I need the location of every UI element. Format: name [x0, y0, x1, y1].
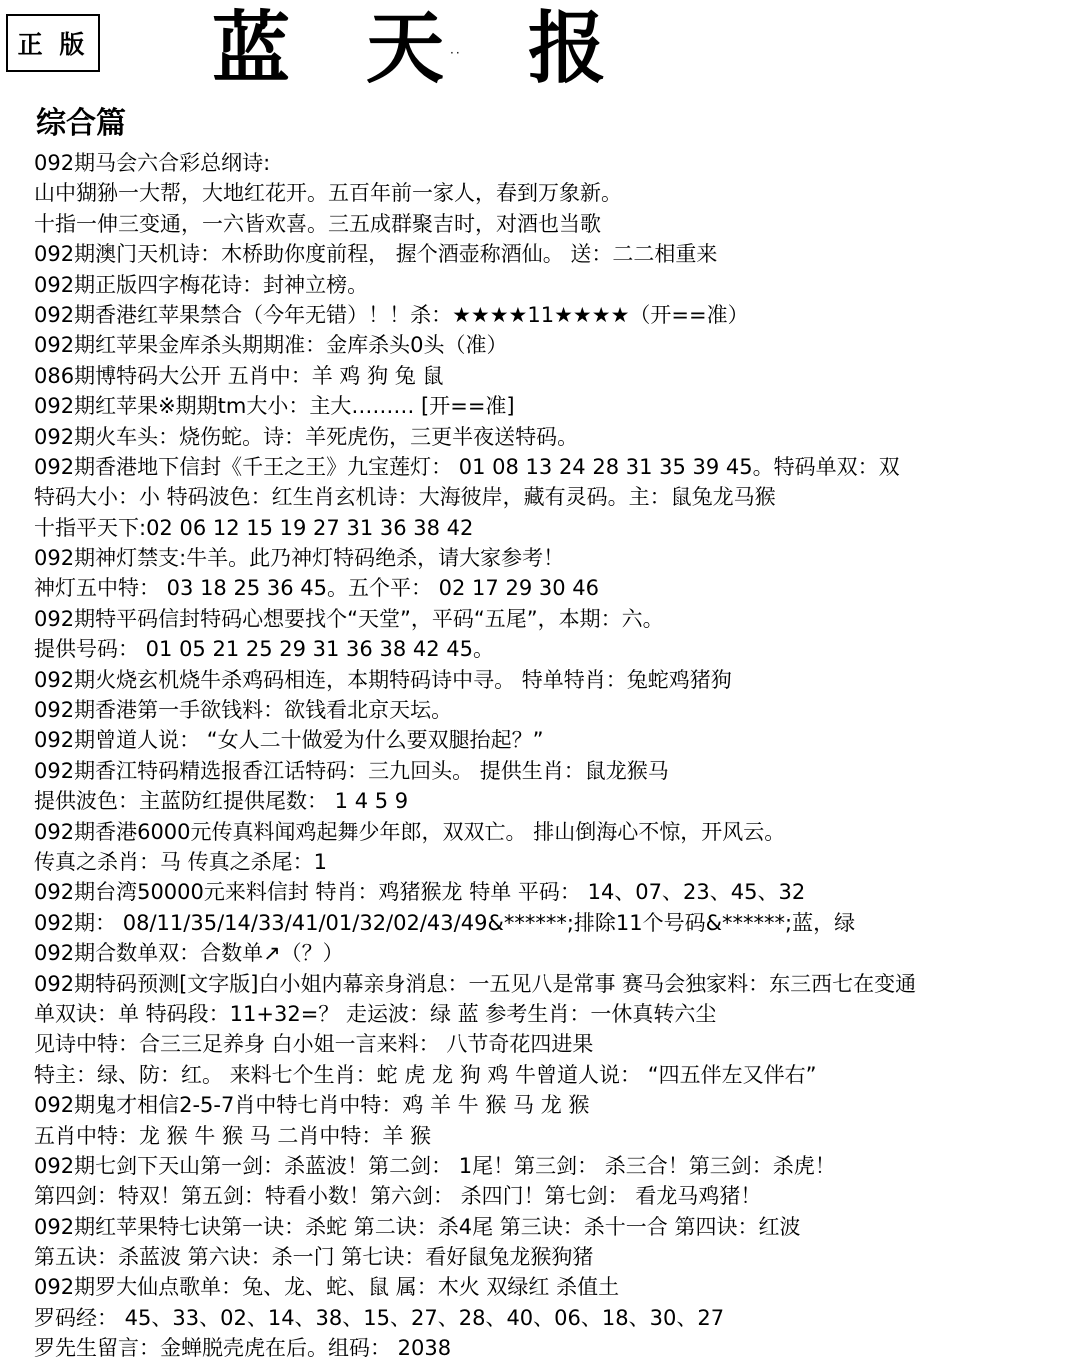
masthead-char-3: 报 [528, 3, 607, 94]
text-line: 086期博特码大公开 五肖中：羊 鸡 狗 兔 鼠 [34, 363, 444, 388]
text-line: 092期香江特码精选报香江话特码：三九回头。 提供生肖：鼠龙猴马 [34, 758, 669, 783]
text-line: 092期澳门天机诗：木桥助你度前程， 握个酒壶称酒仙。 送：二二相重来 [34, 242, 718, 267]
text-line: 五肖中特：龙 猴 牛 猴 马 二肖中特：羊 猴 [34, 1123, 432, 1148]
text-line: 罗先生留言：金蝉脱壳虎在后。组码： 2038 [34, 1336, 452, 1361]
text-line: 特主：绿、防：红。 来料七个生肖：蛇 虎 龙 狗 鸡 牛曾道人说： “四五伴左又伴右” [34, 1062, 817, 1087]
text-line: 092期马会六合彩总纲诗: [34, 151, 271, 175]
text-line: 山中猢狲一大帮，大地红花开。五百年前一家人，春到万象新。 [34, 181, 622, 206]
text-line: 092期： 08/11/35/14/33/41/01/32/02/43/49&******;排除11个号码&******;蓝，绿 [34, 910, 856, 935]
section-title: 综合篇 [36, 106, 126, 141]
text-line: 092期特码预测[文字版]白小姐内幕亲身消息：一五见八是常事 赛马会独家料：东三西七在变通 [34, 971, 917, 996]
text-line: 见诗中特：合三三足养身 白小姐一言来料： 八节奇花四进果 [34, 1032, 594, 1057]
text-line: 092期台湾50000元来料信封 特肖：鸡猪猴龙 特单 平码： 14、07、23、45、32 [34, 880, 806, 905]
text-line: 提供波色：主蓝防红提供尾数： 1 4 5 9 [34, 789, 409, 814]
text-line: 十指一伸三变通，一六皆欢喜。三五成群聚吉时，对酒也当歌 [34, 211, 601, 236]
masthead-char-2: 天 [366, 3, 445, 94]
text-line: 单双诀：单 特码段：11+32=？ 走运波：绿 蓝 参考生肖：一休真转六尘 [34, 1001, 717, 1026]
masthead-char-1: 蓝 [212, 3, 291, 94]
text-line: 092期神灯禁支:牛羊。此乃神灯特码绝杀，请大家参考！ [34, 546, 565, 571]
text-line: 十指平天下:02 06 12 15 19 27 31 36 38 42 [34, 515, 474, 540]
text-line: 092期香港红苹果禁合（今年无错）！！杀：★★★★11★★★★（开==准） [34, 302, 749, 327]
text-line: 092期正版四字梅花诗：封神立榜。 [34, 272, 369, 297]
text-line: 092期红苹果金库杀头期期准：金库杀头0头（准） [34, 333, 508, 358]
text-line: 传真之杀肖：马 传真之杀尾：1 [34, 849, 328, 874]
text-line: 092期香港6000元传真料闻鸡起舞少年郎，双双亡。 排山倒海心不惊，开风云。 [34, 819, 786, 844]
text-line: 第五诀：杀蓝波 第六诀：杀一门 第七诀：看好鼠兔龙猴狗猪 [34, 1245, 594, 1270]
masthead [0, 4, 1080, 94]
text-line: 第四剑：特双！第五剑：特看小数！第六剑： 杀四门！第七剑： 看龙马鸡猪！ [34, 1184, 762, 1209]
text-line: 092期火车头：烧伤蛇。诗：羊死虎伤，三更半夜送特码。 [34, 424, 579, 449]
text-line: 092期红苹果※期期tm大小：主大……… [开==准] [34, 394, 515, 419]
text-line: 092期红苹果特七诀第一诀：杀蛇 第二诀：杀4尾 第三诀：杀十一合 第四诀：红波 [34, 1214, 801, 1239]
text-line: 092期鬼才相信2-5-7肖中特七肖中特：鸡 羊 牛 猴 马 龙 猴 [34, 1093, 590, 1118]
text-line: 特码大小：小 特码波色：红生肖玄机诗：大海彼岸，藏有灵码。主：鼠兔龙马猴 [34, 485, 776, 510]
text-line: 092期罗大仙点歌单：兔、龙、蛇、鼠 属：木火 双绿红 杀值土 [34, 1275, 620, 1300]
text-line: 092期香港地下信封《千王之王》九宝莲灯： 01 08 13 24 28 31 35 39 45。特码单双：双 [34, 454, 900, 479]
text-line: 092期曾道人说： “女人二十做爱为什么要双腿抬起？” [34, 728, 544, 753]
masthead-dots: ·· [450, 46, 462, 60]
text-line: 提供号码： 01 05 21 25 29 31 36 38 42 45。 [34, 637, 494, 662]
content-lines [34, 148, 1074, 1364]
badge-label: 正 版 [17, 30, 89, 59]
text-line: 092期特平码信封特码心想要找个“天堂”，平码“五尾”，本期：六。 [34, 606, 664, 631]
text-line: 神灯五中特： 03 18 25 36 45。五个平： 02 17 29 30 46 [34, 576, 599, 601]
text-line: 092期火烧玄机烧牛杀鸡码相连，本期特码诗中寻。 特单特肖：兔蛇鸡猪狗 [34, 667, 732, 692]
text-line: 092期七剑下天山第一剑：杀蓝波！第二剑： 1尾！第三剑： 杀三合！第三剑：杀虎！ [34, 1153, 836, 1178]
text-line: 092期合数单双：合数单↗（？） [34, 941, 344, 966]
text-line: 罗码经： 45、33、02、14、38、15、27、28、40、06、18、30、27 [34, 1305, 725, 1330]
text-line: 092期香港第一手欲钱料：欲钱看北京天坛。 [34, 698, 453, 723]
